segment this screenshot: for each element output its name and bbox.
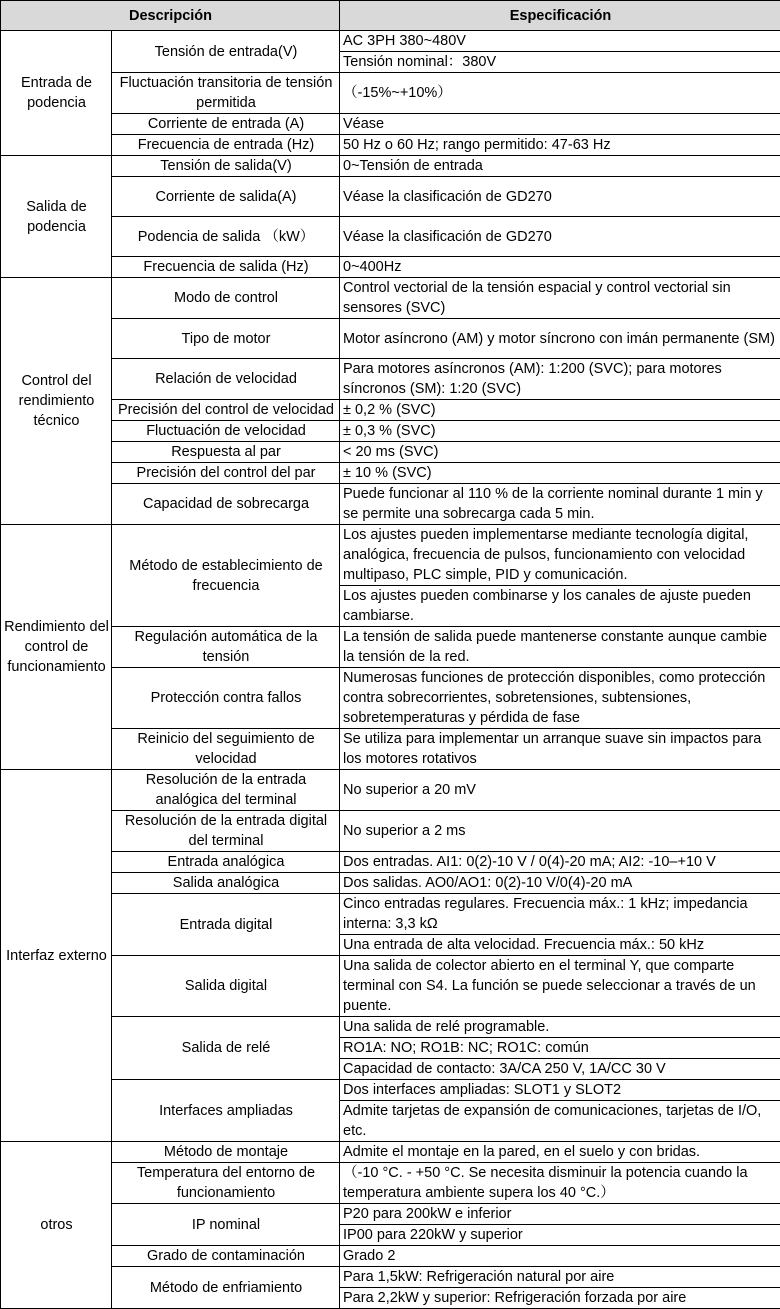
specification-cell: No superior a 2 ms (340, 811, 780, 852)
specification-cell: IP00 para 220kW y superior (340, 1225, 780, 1246)
description-cell: Entrada analógica (112, 852, 340, 873)
table-row (1, 1017, 780, 1038)
table-row (1, 894, 780, 935)
specification-cell: La tensión de salida puede mantenerse constante aunque cambie la tensión de la red. (340, 627, 780, 668)
description-cell: Reinicio del seguimiento de velocidad (112, 729, 340, 770)
specification-cell: Una salida de colector abierto en el terminal Y, que comparte terminal con S4. La función se puede seleccionar a través de un puente. (340, 956, 780, 1017)
description-cell: Interfaces ampliadas (112, 1080, 340, 1142)
table-row (1, 156, 780, 177)
specification-cell: Admite tarjetas de expansión de comunicaciones, tarjetas de I/O, etc. (340, 1101, 780, 1142)
table-row (1, 1080, 780, 1101)
table-row (1, 1267, 780, 1288)
specification-cell: ± 0,3 % (SVC) (340, 421, 780, 442)
specification-cell: < 20 ms (SVC) (340, 442, 780, 463)
table-row (1, 668, 780, 729)
table-row (1, 1204, 780, 1225)
description-cell: Precisión del control del par (112, 463, 340, 484)
table-row (1, 278, 780, 319)
specification-cell: Puede funcionar al 110 % de la corriente nominal durante 1 min y se permite una sobrecarga cada 5 min. (340, 484, 780, 525)
table-row (1, 525, 780, 586)
description-cell: Tensión de salida(V) (112, 156, 340, 177)
specification-cell: P20 para 200kW e inferior (340, 1204, 780, 1225)
description-cell: Fluctuación transitoria de tensión permitida (112, 73, 340, 114)
description-cell: Corriente de salida(A) (112, 177, 340, 217)
table-row (1, 73, 780, 114)
specification-cell: Los ajustes pueden combinarse y los canales de ajuste pueden cambiarse. (340, 586, 780, 627)
specification-cell: Para motores asíncronos (AM): 1:200 (SVC); para motores síncronos (SM): 1:20 (SVC) (340, 359, 780, 400)
table-row (1, 421, 780, 442)
specification-cell: Capacidad de contacto: 3A/CA 250 V, 1A/CC 30 V (340, 1059, 780, 1080)
specification-cell: Numerosas funciones de protección disponibles, como protección contra sobrecorrientes, sobretensiones, subtensiones, sobretemperaturas y pérdida de fase (340, 668, 780, 729)
description-cell: Frecuencia de salida (Hz) (112, 257, 340, 278)
specification-cell: Para 2,2kW y superior: Refrigeración forzada por aire (340, 1288, 780, 1309)
specification-cell: Una entrada de alta velocidad. Frecuencia máx.: 50 kHz (340, 935, 780, 956)
table-row (1, 257, 780, 278)
specification-cell: Se utiliza para implementar un arranque suave sin impactos para los motores rotativos (340, 729, 780, 770)
specification-cell: Tensión nominal：380V (340, 52, 780, 73)
description-cell: Entrada digital (112, 894, 340, 956)
specification-cell: ± 10 % (SVC) (340, 463, 780, 484)
specification-cell: RO1A: NO; RO1B: NC; RO1C: común (340, 1038, 780, 1059)
description-cell: Corriente de entrada (A) (112, 114, 340, 135)
specification-cell: Grado 2 (340, 1246, 780, 1267)
table-header-row (1, 1, 780, 31)
description-cell: Método de montaje (112, 1142, 340, 1163)
description-cell: Tipo de motor (112, 319, 340, 359)
description-cell: Modo de control (112, 278, 340, 319)
specification-cell: 0~400Hz (340, 257, 780, 278)
specification-cell: Véase (340, 114, 780, 135)
description-cell: Precisión del control de velocidad (112, 400, 340, 421)
description-cell: Protección contra fallos (112, 668, 340, 729)
category-cell: otros (1, 1142, 112, 1309)
table-row (1, 319, 780, 359)
table-row (1, 1163, 780, 1204)
table-row (1, 135, 780, 156)
header-description: Descripción (1, 1, 340, 31)
table-body (1, 31, 780, 1309)
table-row (1, 811, 780, 852)
specification-cell: Véase la clasificación de GD270 (340, 217, 780, 257)
description-cell: Salida analógica (112, 873, 340, 894)
table-row (1, 484, 780, 525)
specification-cell: Véase la clasificación de GD270 (340, 177, 780, 217)
description-cell: Resolución de la entrada digital del terminal (112, 811, 340, 852)
table-row (1, 400, 780, 421)
table-row (1, 770, 780, 811)
table-row (1, 729, 780, 770)
specification-cell: Para 1,5kW: Refrigeración natural por aire (340, 1267, 780, 1288)
category-cell: Entrada de podencia (1, 31, 112, 156)
description-cell: Grado de contaminación (112, 1246, 340, 1267)
specification-cell: AC 3PH 380~480V (340, 31, 780, 52)
category-cell: Salida de podencia (1, 156, 112, 278)
specification-cell: Cinco entradas regulares. Frecuencia máx.: 1 kHz; impedancia interna: 3,3 kΩ (340, 894, 780, 935)
table-row (1, 31, 780, 52)
description-cell: Frecuencia de entrada (Hz) (112, 135, 340, 156)
specification-cell: Dos entradas. AI1: 0(2)-10 V / 0(4)-20 mA; AI2: -10–+10 V (340, 852, 780, 873)
table-row (1, 627, 780, 668)
table-row (1, 873, 780, 894)
specification-cell: Una salida de relé programable. (340, 1017, 780, 1038)
table-row (1, 1246, 780, 1267)
description-cell: IP nominal (112, 1204, 340, 1246)
table-row (1, 114, 780, 135)
specification-cell: Control vectorial de la tensión espacial y control vectorial sin sensores (SVC) (340, 278, 780, 319)
description-cell: Método de establecimiento de frecuencia (112, 525, 340, 627)
table-row (1, 442, 780, 463)
description-cell: Tensión de entrada(V) (112, 31, 340, 73)
description-cell: Fluctuación de velocidad (112, 421, 340, 442)
table-row (1, 463, 780, 484)
specification-cell: Admite el montaje en la pared, en el suelo y con bridas. (340, 1142, 780, 1163)
table-row (1, 956, 780, 1017)
specification-cell: Los ajustes pueden implementarse mediante tecnología digital, analógica, frecuencia de pulsos, funcionamiento con velocidad multipaso, PLC simple, PID y comunicación. (340, 525, 780, 586)
specification-cell: 50 Hz o 60 Hz; rango permitido: 47-63 Hz (340, 135, 780, 156)
table-row (1, 177, 780, 217)
specification-cell: Dos interfaces ampliadas: SLOT1 y SLOT2 (340, 1080, 780, 1101)
table-row (1, 217, 780, 257)
specification-cell: No superior a 20 mV (340, 770, 780, 811)
specification-cell: 0~Tensión de entrada (340, 156, 780, 177)
description-cell: Método de enfriamiento (112, 1267, 340, 1309)
table-row (1, 852, 780, 873)
description-cell: Respuesta al par (112, 442, 340, 463)
description-cell: Relación de velocidad (112, 359, 340, 400)
specification-cell: （-10 °C. - +50 °C. Se necesita disminuir la potencia cuando la temperatura ambiente supera los 40 °C.） (340, 1163, 780, 1204)
description-cell: Salida digital (112, 956, 340, 1017)
table-row (1, 359, 780, 400)
category-cell: Control del rendimiento técnico (1, 278, 112, 525)
specification-cell: Dos salidas. AO0/AO1: 0(2)-10 V/0(4)-20 mA (340, 873, 780, 894)
description-cell: Temperatura del entorno de funcionamiento (112, 1163, 340, 1204)
specification-cell: （-15%~+10%） (340, 73, 780, 114)
header-specification: Especificación (340, 1, 780, 31)
description-cell: Resolución de la entrada analógica del terminal (112, 770, 340, 811)
description-cell: Salida de relé (112, 1017, 340, 1080)
category-cell: Rendimiento del control de funcionamiento (1, 525, 112, 770)
table-row (1, 1142, 780, 1163)
description-cell: Regulación automática de la tensión (112, 627, 340, 668)
category-cell: Interfaz externo (1, 770, 112, 1142)
description-cell: Podencia de salida （kW） (112, 217, 340, 257)
description-cell: Capacidad de sobrecarga (112, 484, 340, 525)
specification-cell: ± 0,2 % (SVC) (340, 400, 780, 421)
specification-cell: Motor asíncrono (AM) y motor síncrono con imán permanente (SM) (340, 319, 780, 359)
